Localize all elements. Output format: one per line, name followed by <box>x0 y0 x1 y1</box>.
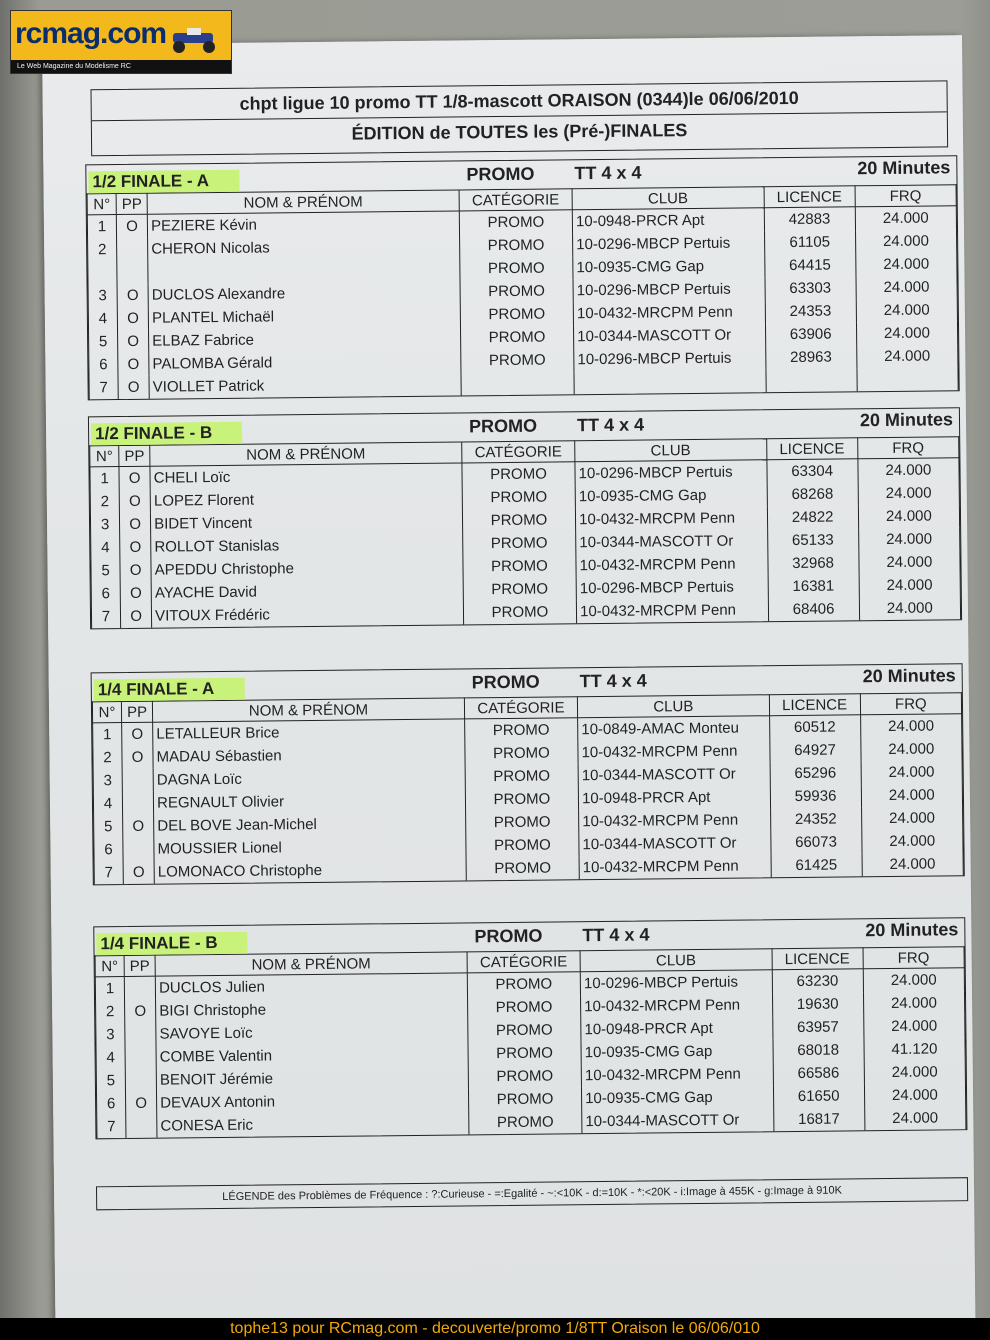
table-cell: PROMO <box>465 741 578 765</box>
table-cell: 6 <box>91 582 120 605</box>
results-table <box>95 946 967 1138</box>
table-cell: ROLLOT Stanislas <box>151 532 463 558</box>
table-cell <box>88 261 117 284</box>
table-cell: PROMO <box>466 856 579 880</box>
results-table <box>92 692 964 884</box>
table-cell: 10-0344-MASCOTT Or <box>574 323 766 348</box>
section-category: PROMO <box>474 925 543 947</box>
column-header: PP <box>121 701 152 722</box>
table-cell: 2 <box>90 490 119 513</box>
table-cell: 24.000 <box>858 504 960 528</box>
table-cell: LOPEZ Florent <box>150 486 462 512</box>
results-sheet <box>42 35 976 1318</box>
column-header: LICENCE <box>772 948 863 970</box>
table-cell: 3 <box>90 513 119 536</box>
table-cell: 59936 <box>770 784 861 808</box>
table-cell: 24352 <box>770 807 861 831</box>
table-cell: 10-0935-CMG Gap <box>573 254 765 279</box>
table-cell: 66586 <box>773 1061 864 1085</box>
table-cell: O <box>119 466 150 490</box>
table-cell: 10-0344-MASCOTT Or <box>579 831 771 856</box>
section-1 <box>88 407 962 629</box>
table-cell: 24.000 <box>855 252 957 276</box>
table-cell: 10-0849-AMAC Monteu <box>578 716 770 742</box>
table-cell: PROMO <box>463 600 576 624</box>
table-cell: 10-0296-MBCP Pertuis <box>574 346 766 371</box>
table-cell: 24.000 <box>856 321 958 345</box>
table-cell: 5 <box>94 815 123 838</box>
table-cell: VITOUX Frédéric <box>152 601 464 627</box>
table-cell: O <box>120 536 151 559</box>
table-cell: PROMO <box>468 1018 581 1042</box>
table-cell: PROMO <box>469 1110 582 1134</box>
table-cell: LETALLEUR Brice <box>153 719 465 746</box>
frequency-legend: LÉGENDE des Problèmes de Fréquence : ?:Curieuse - =:Egalité - ~:<10K - d:=10K - *:<20K - i:Image à 455K - g:Image à 910K <box>96 1177 968 1210</box>
table-cell <box>125 1023 156 1046</box>
table-cell: 24.000 <box>855 229 957 253</box>
table-cell: O <box>116 214 147 238</box>
section-category: PROMO <box>468 415 538 437</box>
table-cell: 24.000 <box>858 481 960 505</box>
table-cell: O <box>120 559 151 582</box>
table-cell: PROMO <box>460 302 573 326</box>
table-cell: AYACHE David <box>151 578 463 604</box>
table-cell: 66073 <box>770 830 861 854</box>
table-cell: 24.000 <box>862 829 964 853</box>
section-class: TT 4 x 4 <box>582 924 650 946</box>
table-cell: 1 <box>90 467 119 491</box>
table-cell: BIDET Vincent <box>151 509 463 535</box>
table-cell: 10-0935-CMG Gap <box>582 1085 774 1110</box>
section-duration: 20 Minutes <box>865 919 959 941</box>
table-cell: 41.120 <box>864 1037 966 1061</box>
table-cell: COMBE Valentin <box>156 1042 468 1068</box>
table-cell: 24.000 <box>861 806 963 830</box>
table-cell <box>125 1069 156 1092</box>
table-cell: MOUSSIER Lionel <box>154 834 466 860</box>
table-cell: 7 <box>91 605 120 628</box>
table-cell: 24.000 <box>856 344 958 368</box>
table-cell: O <box>118 330 149 353</box>
table-cell: 24353 <box>765 299 856 323</box>
table-cell: 24.000 <box>863 991 965 1015</box>
table-cell <box>765 368 856 392</box>
table-cell: PROMO <box>468 1064 581 1088</box>
column-header: FRQ <box>863 947 964 969</box>
column-header: NOM & PRÉNOM <box>155 952 467 976</box>
table-cell: O <box>119 490 150 513</box>
column-header: FRQ <box>855 185 956 207</box>
table-cell: 19630 <box>772 992 863 1016</box>
table-cell <box>461 371 574 395</box>
table-cell: 10-0296-MBCP Pertuis <box>573 277 765 302</box>
table-cell: 4 <box>96 1046 125 1069</box>
table-cell: ELBAZ Fabrice <box>149 326 461 352</box>
column-header: CLUB <box>580 949 772 972</box>
section-0 <box>85 155 959 400</box>
table-cell: SAVOYE Loïc <box>156 1019 468 1045</box>
table-cell: 64927 <box>769 738 860 762</box>
section-title: 1/4 FINALE - A <box>94 678 245 702</box>
table-cell: 3 <box>96 1023 125 1046</box>
table-cell: O <box>123 815 154 838</box>
table-cell: 10-0948-PRCR Apt <box>578 785 770 810</box>
rcmag-logo <box>10 10 232 74</box>
table-cell: 10-0344-MASCOTT Or <box>582 1108 774 1133</box>
table-cell: O <box>117 307 148 330</box>
table-cell: 3 <box>88 284 117 307</box>
table-cell: 2 <box>93 746 122 769</box>
table-cell: 5 <box>91 559 120 582</box>
section-duration: 20 Minutes <box>857 157 951 179</box>
table-cell: 10-0432-MRCPM Penn <box>576 598 768 623</box>
table-cell: 24.000 <box>861 760 963 784</box>
table-cell: 2 <box>96 1000 125 1023</box>
table-cell: 24.000 <box>858 527 960 551</box>
table-cell <box>148 257 460 283</box>
table-cell: DUCLOS Alexandre <box>148 280 460 306</box>
table-cell: 7 <box>97 1115 126 1138</box>
table-cell: 10-0296-MBCP Pertuis <box>573 231 765 256</box>
section-title: 1/2 FINALE - B <box>91 422 242 446</box>
column-header: N° <box>95 956 124 977</box>
table-cell: PROMO <box>460 325 573 349</box>
table-cell: 32968 <box>767 551 858 575</box>
table-cell: DEL BOVE Jean-Michel <box>154 811 466 837</box>
table-cell <box>125 1046 156 1069</box>
table-cell: 2 <box>88 238 117 261</box>
table-cell: MADAU Sébastien <box>153 742 465 768</box>
table-cell: 24.000 <box>863 968 965 993</box>
table-cell: PROMO <box>463 577 576 601</box>
table-cell: 10-0296-MBCP Pertuis <box>576 575 768 600</box>
table-cell: O <box>118 376 149 399</box>
logo-brand: rcmag.com <box>15 17 167 50</box>
table-cell: 24.000 <box>859 550 961 574</box>
table-cell: PALOMBA Gérald <box>149 349 461 375</box>
table-cell: PROMO <box>465 764 578 788</box>
table-cell <box>122 769 153 792</box>
table-cell: 10-0432-MRCPM Penn <box>581 1062 773 1087</box>
section-3 <box>93 917 967 1139</box>
event-title: chpt ligue 10 promo TT 1/8-mascott ORAISON (0344)le 06/06/2010 <box>92 81 947 121</box>
table-cell: PROMO <box>465 810 578 834</box>
table-cell: PROMO <box>462 485 575 509</box>
table-cell: 10-0935-CMG Gap <box>575 483 767 508</box>
table-cell: 65296 <box>770 761 861 785</box>
table-cell: PROMO <box>466 833 579 857</box>
table-cell: 24.000 <box>863 1014 965 1038</box>
table-cell: 4 <box>91 536 120 559</box>
table-cell: 7 <box>89 376 118 399</box>
table-cell: O <box>123 861 154 884</box>
table-cell: 68406 <box>768 597 859 621</box>
table-cell: CHERON Nicolas <box>148 234 460 260</box>
table-cell: 24.000 <box>861 783 963 807</box>
table-cell: 1 <box>95 977 124 1001</box>
table-cell: 10-0935-CMG Gap <box>581 1039 773 1064</box>
table-cell: 28963 <box>765 345 856 369</box>
section-category: PROMO <box>471 671 540 693</box>
table-cell: PROMO <box>464 718 577 743</box>
table-cell: 63957 <box>772 1015 863 1039</box>
sheet-header <box>90 80 948 156</box>
table-cell: BENOIT Jérémie <box>156 1065 468 1091</box>
table-cell: 10-0296-MBCP Pertuis <box>575 460 767 486</box>
table-cell: 61650 <box>773 1084 864 1108</box>
table-cell: PROMO <box>461 348 574 372</box>
results-table <box>87 184 959 399</box>
table-cell: 10-0432-MRCPM Penn <box>576 552 768 577</box>
table-cell: 10-0344-MASCOTT Or <box>576 529 768 554</box>
table-cell: CONESA Eric <box>157 1111 469 1137</box>
table-cell: 3 <box>93 769 122 792</box>
column-header: CLUB <box>577 695 769 718</box>
table-cell: 10-0344-MASCOTT Or <box>578 762 770 787</box>
logo-tagline: Le Web Magazine du Modelisme RC <box>11 60 231 73</box>
section-class: TT 4 x 4 <box>574 162 642 184</box>
table-cell: DEVAUX Antonin <box>157 1088 469 1114</box>
table-cell: LOMONACO Christophe <box>154 857 466 883</box>
column-header: LICENCE <box>769 694 860 716</box>
table-cell: O <box>122 746 153 769</box>
column-header: LICENCE <box>766 438 857 460</box>
table-cell: 24.000 <box>858 458 960 483</box>
table-cell <box>117 261 148 284</box>
table-cell: 24.000 <box>861 737 963 761</box>
table-cell: 10-0296-MBCP Pertuis <box>580 970 772 996</box>
table-cell: 61425 <box>771 853 862 877</box>
column-header: CATÉGORIE <box>464 697 577 719</box>
table-cell: O <box>122 722 153 746</box>
column-header: CLUB <box>575 439 767 462</box>
table-cell: 24.000 <box>856 275 958 299</box>
table-cell: PROMO <box>463 554 576 578</box>
table-cell <box>124 976 155 1000</box>
table-cell <box>126 1115 157 1138</box>
table-cell: O <box>120 582 151 605</box>
section-category: PROMO <box>466 163 535 185</box>
table-cell: VIOLLET Patrick <box>149 372 461 398</box>
table-cell: 63303 <box>765 276 856 300</box>
table-cell <box>117 238 148 261</box>
table-cell: O <box>118 353 149 376</box>
table-cell: 10-0432-MRCPM Penn <box>579 808 771 833</box>
table-cell: 24.000 <box>864 1083 966 1107</box>
table-cell <box>123 838 154 861</box>
section-class: TT 4 x 4 <box>576 414 645 436</box>
column-header: CATÉGORIE <box>467 951 580 973</box>
table-cell: 68018 <box>772 1038 863 1062</box>
table-cell: 10-0432-MRCPM Penn <box>573 300 765 325</box>
column-header: FRQ <box>857 437 958 459</box>
table-cell: 64415 <box>764 253 855 277</box>
table-cell: 24.000 <box>864 1106 966 1130</box>
column-header: N° <box>92 702 121 723</box>
table-cell: 6 <box>96 1092 125 1115</box>
table-cell <box>574 369 766 394</box>
section-duration: 20 Minutes <box>862 665 956 687</box>
table-cell: 24.000 <box>855 206 957 231</box>
section-title: 1/4 FINALE - B <box>96 932 247 956</box>
table-cell: PROMO <box>459 233 572 257</box>
table-cell: 4 <box>88 307 117 330</box>
rc-car-icon <box>165 25 225 55</box>
table-cell <box>122 792 153 815</box>
edition-subtitle: ÉDITION de TOUTES les (Pré-)FINALES <box>351 120 688 144</box>
column-header: CLUB <box>572 187 764 210</box>
column-header: PP <box>116 193 147 214</box>
section-title: 1/2 FINALE - A <box>88 170 239 194</box>
table-cell: 24.000 <box>864 1060 966 1084</box>
table-cell: 63304 <box>766 459 857 483</box>
table-cell: 1 <box>87 215 116 239</box>
table-cell: 10-0432-MRCPM Penn <box>579 854 771 879</box>
table-cell: PROMO <box>460 279 573 303</box>
table-cell <box>857 367 959 391</box>
table-cell: 7 <box>94 861 123 884</box>
table-cell: DAGNA Loïc <box>153 765 465 791</box>
table-cell: 24.000 <box>860 714 962 739</box>
table-cell: 68268 <box>767 482 858 506</box>
table-cell: 1 <box>93 723 122 747</box>
table-cell: PROMO <box>467 972 580 997</box>
column-header: N° <box>87 194 116 215</box>
table-cell: REGNAULT Olivier <box>153 788 465 814</box>
column-header: NOM & PRÉNOM <box>147 190 459 214</box>
table-cell: PROMO <box>465 787 578 811</box>
section-2 <box>91 663 965 885</box>
table-cell: 10-0432-MRCPM Penn <box>575 506 767 531</box>
table-cell: 5 <box>89 330 118 353</box>
table-cell: 63906 <box>765 322 856 346</box>
table-cell: 10-0948-PRCR Apt <box>581 1016 773 1041</box>
table-cell: 61105 <box>764 230 855 254</box>
table-cell: 24.000 <box>862 852 964 876</box>
table-cell: 6 <box>89 353 118 376</box>
table-cell: 60512 <box>769 715 860 739</box>
results-table <box>89 436 961 628</box>
table-cell: CHELI Loïc <box>150 463 462 490</box>
table-cell: PROMO <box>468 1041 581 1065</box>
table-cell: PROMO <box>459 210 572 235</box>
column-header: FRQ <box>860 693 961 715</box>
column-header: PP <box>124 955 155 976</box>
table-cell: 24.000 <box>859 573 961 597</box>
table-cell: PLANTEL Michaël <box>148 303 460 329</box>
table-cell: DUCLOS Julien <box>155 973 467 1000</box>
table-cell: BIGI Christophe <box>156 996 468 1022</box>
table-cell: PROMO <box>467 995 580 1019</box>
table-cell: 16381 <box>768 574 859 598</box>
table-cell: 42883 <box>764 207 855 231</box>
column-header: N° <box>90 446 119 467</box>
table-cell: O <box>117 284 148 307</box>
column-header: NOM & PRÉNOM <box>153 698 465 722</box>
table-cell: 24.000 <box>859 596 961 620</box>
table-cell: 24.000 <box>856 298 958 322</box>
table-cell: APEDDU Christophe <box>151 555 463 581</box>
table-cell: PEZIERE Kévin <box>147 211 459 238</box>
table-cell: PROMO <box>462 462 575 487</box>
table-cell: 6 <box>94 838 123 861</box>
table-cell: PROMO <box>462 531 575 555</box>
column-header: NOM & PRÉNOM <box>150 442 462 466</box>
table-cell: 10-0432-MRCPM Penn <box>581 993 773 1018</box>
table-cell: 16817 <box>773 1107 864 1131</box>
column-header: LICENCE <box>764 186 855 208</box>
table-cell: O <box>119 513 150 536</box>
table-cell: 63230 <box>772 969 863 993</box>
table-cell: 5 <box>96 1069 125 1092</box>
photo-caption: tophe13 pour RCmag.com - decouverte/promo 1/8TT Oraison le 06/06/010 <box>0 1318 990 1340</box>
table-cell: PROMO <box>462 508 575 532</box>
table-cell: 10-0432-MRCPM Penn <box>578 739 770 764</box>
table-cell: PROMO <box>460 256 573 280</box>
column-header: PP <box>119 445 150 466</box>
column-header: CATÉGORIE <box>462 441 575 463</box>
table-cell: 4 <box>93 792 122 815</box>
table-cell: O <box>120 605 151 628</box>
section-class: TT 4 x 4 <box>579 670 647 692</box>
table-cell: 24822 <box>767 505 858 529</box>
section-duration: 20 Minutes <box>859 409 954 431</box>
column-header: CATÉGORIE <box>459 189 572 211</box>
table-cell: PROMO <box>468 1087 581 1111</box>
table-cell: 10-0948-PRCR Apt <box>572 208 764 234</box>
table-cell: 65133 <box>767 528 858 552</box>
table-cell: O <box>125 1000 156 1023</box>
table-cell: O <box>126 1092 157 1115</box>
